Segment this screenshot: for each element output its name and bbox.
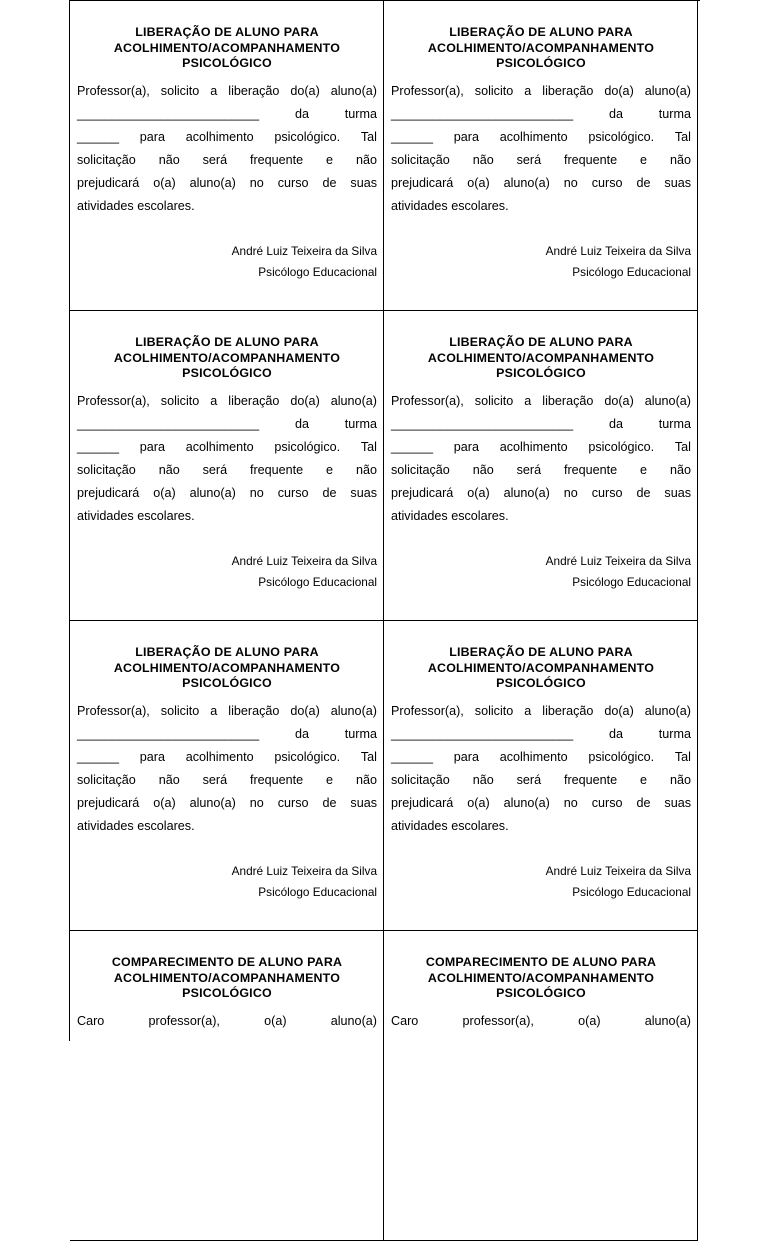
- body-word: professor(a),: [462, 1013, 534, 1028]
- body-word: não: [669, 772, 691, 787]
- card-title: [391, 955, 691, 1002]
- body-word: atividades escolares.: [77, 818, 195, 833]
- body-line: [391, 723, 691, 746]
- body-line: [77, 172, 377, 195]
- form-card: [384, 931, 698, 1241]
- body-word: curso: [591, 795, 623, 810]
- body-word: a: [210, 393, 218, 408]
- card-title: [77, 645, 377, 692]
- body-word: solicito: [474, 83, 514, 98]
- body-word: para: [139, 749, 165, 764]
- signature-role: Psicólogo Educacional: [572, 575, 691, 589]
- body-word: da: [294, 416, 309, 431]
- body-word: liberação: [228, 83, 280, 98]
- body-word: psicológico.: [274, 129, 341, 144]
- body-word: ______: [77, 439, 120, 454]
- body-word: de: [322, 485, 337, 500]
- card-body: [77, 80, 377, 218]
- body-word: professor(a),: [148, 1013, 220, 1028]
- body-word: a: [210, 83, 218, 98]
- card-body: [391, 1010, 691, 1033]
- body-line: [391, 792, 691, 815]
- signature-role: Psicólogo Educacional: [572, 265, 691, 279]
- body-word: ______: [391, 129, 434, 144]
- body-word: aluno(a): [644, 703, 691, 718]
- body-word: acolhimento: [499, 129, 568, 144]
- body-word: do(a): [290, 393, 320, 408]
- body-word: curso: [277, 795, 309, 810]
- body-word: e: [326, 152, 334, 167]
- body-word: aluno(a): [503, 485, 550, 500]
- body-word: e: [326, 772, 334, 787]
- card-title-line: LIBERAÇÃO DE ALUNO PARA: [449, 335, 633, 349]
- body-word: __________________________: [391, 106, 574, 121]
- body-word: prejudicará: [77, 795, 140, 810]
- card-title-line: PSICOLÓGICO: [182, 986, 272, 1000]
- body-word: a: [210, 703, 218, 718]
- body-word: o(a): [153, 175, 176, 190]
- body-word: __________________________: [77, 726, 260, 741]
- card-title-line: PSICOLÓGICO: [496, 366, 586, 380]
- body-word: turma: [344, 106, 377, 121]
- body-word: frequente: [563, 462, 618, 477]
- body-word: será: [516, 772, 542, 787]
- body-word: suas: [350, 175, 377, 190]
- body-word: curso: [591, 485, 623, 500]
- body-word: de: [636, 485, 651, 500]
- body-word: acolhimento: [499, 749, 568, 764]
- body-word: frequente: [563, 772, 618, 787]
- card-title-line: LIBERAÇÃO DE ALUNO PARA: [449, 645, 633, 659]
- body-word: será: [202, 152, 228, 167]
- card-body: [77, 390, 377, 528]
- body-word: do(a): [604, 83, 634, 98]
- form-card: [70, 311, 384, 621]
- body-word: não: [669, 462, 691, 477]
- body-word: não: [472, 772, 494, 787]
- body-word: Professor(a),: [391, 393, 464, 408]
- card-title-line: ACOLHIMENTO/ACOMPANHAMENTO: [427, 660, 655, 675]
- body-line: [77, 769, 377, 792]
- form-card: [70, 1, 384, 311]
- signature-name: André Luiz Teixeira da Silva: [231, 244, 377, 258]
- body-word: e: [640, 152, 648, 167]
- body-word: Caro: [77, 1013, 105, 1028]
- card-title: [391, 25, 691, 72]
- body-word: turma: [658, 726, 691, 741]
- card-body: [391, 80, 691, 218]
- body-word: Professor(a),: [391, 83, 464, 98]
- card-title-line: LIBERAÇÃO DE ALUNO PARA: [135, 335, 319, 349]
- card-title-line: PSICOLÓGICO: [496, 676, 586, 690]
- body-word: e: [640, 462, 648, 477]
- card-title-line: COMPARECIMENTO DE ALUNO PARA: [111, 955, 343, 969]
- card-body: [391, 700, 691, 838]
- body-word: turma: [658, 106, 691, 121]
- signature-name: André Luiz Teixeira da Silva: [545, 244, 691, 258]
- body-word: o(a): [467, 795, 490, 810]
- card-title-line: ACOLHIMENTO/ACOMPANHAMENTO: [427, 40, 655, 55]
- body-word: não: [158, 152, 180, 167]
- body-word: da: [294, 726, 309, 741]
- body-word: acolhimento: [185, 749, 254, 764]
- body-word: liberação: [542, 83, 594, 98]
- body-word: aluno(a): [644, 1013, 691, 1028]
- body-word: no: [563, 175, 578, 190]
- body-line: [391, 172, 691, 195]
- body-line: [77, 700, 377, 723]
- signature-block: [232, 241, 377, 283]
- body-line: [77, 1010, 377, 1033]
- card-title: [391, 645, 691, 692]
- body-word: aluno(a): [189, 485, 236, 500]
- body-word: da: [294, 106, 309, 121]
- signature-name: André Luiz Teixeira da Silva: [231, 554, 377, 568]
- body-word: aluno(a): [644, 393, 691, 408]
- body-word: Tal: [674, 749, 691, 764]
- form-card: [384, 621, 698, 931]
- body-word: não: [669, 152, 691, 167]
- body-word: prejudicará: [77, 175, 140, 190]
- signature-name: André Luiz Teixeira da Silva: [545, 864, 691, 878]
- body-word: solicitação: [77, 462, 136, 477]
- body-word: atividades escolares.: [77, 508, 195, 523]
- body-word: turma: [344, 726, 377, 741]
- body-word: acolhimento: [499, 439, 568, 454]
- body-word: no: [249, 485, 264, 500]
- card-title-line: LIBERAÇÃO DE ALUNO PARA: [135, 25, 319, 39]
- body-word: psicológico.: [588, 129, 655, 144]
- body-word: da: [608, 106, 623, 121]
- body-line: [391, 505, 691, 528]
- body-line: [77, 436, 377, 459]
- body-word: não: [355, 772, 377, 787]
- body-word: solicitação: [77, 772, 136, 787]
- body-word: atividades escolares.: [391, 818, 509, 833]
- body-line: [77, 459, 377, 482]
- body-word: solicitação: [391, 772, 450, 787]
- card-title-line: PSICOLÓGICO: [182, 56, 272, 70]
- body-word: prejudicará: [391, 485, 454, 500]
- body-line: [391, 459, 691, 482]
- body-line: [391, 482, 691, 505]
- body-line: [391, 390, 691, 413]
- body-word: Professor(a),: [77, 393, 150, 408]
- form-card: [70, 621, 384, 931]
- signature-name: André Luiz Teixeira da Silva: [545, 554, 691, 568]
- body-word: o(a): [467, 175, 490, 190]
- body-word: para: [139, 439, 165, 454]
- body-line: [391, 413, 691, 436]
- body-word: turma: [658, 416, 691, 431]
- card-title-line: LIBERAÇÃO DE ALUNO PARA: [449, 25, 633, 39]
- body-word: será: [202, 462, 228, 477]
- body-word: será: [516, 462, 542, 477]
- body-line: [77, 195, 377, 218]
- body-word: do(a): [290, 703, 320, 718]
- body-word: __________________________: [77, 106, 260, 121]
- body-word: do(a): [604, 393, 634, 408]
- body-word: curso: [277, 175, 309, 190]
- card-title-line: ACOLHIMENTO/ACOMPANHAMENTO: [113, 40, 341, 55]
- body-line: [391, 815, 691, 838]
- body-word: e: [326, 462, 334, 477]
- card-title: [391, 335, 691, 382]
- body-word: solicitação: [391, 152, 450, 167]
- body-word: o(a): [467, 485, 490, 500]
- body-word: psicológico.: [274, 749, 341, 764]
- card-body: [77, 700, 377, 838]
- body-word: ______: [77, 129, 120, 144]
- body-word: psicológico.: [588, 749, 655, 764]
- body-word: aluno(a): [503, 795, 550, 810]
- body-word: Tal: [674, 129, 691, 144]
- body-word: da: [608, 416, 623, 431]
- body-word: frequente: [249, 772, 304, 787]
- card-title: [77, 335, 377, 382]
- body-line: [391, 746, 691, 769]
- body-line: [77, 482, 377, 505]
- body-word: liberação: [228, 393, 280, 408]
- signature-role: Psicólogo Educacional: [572, 885, 691, 899]
- card-body: [391, 390, 691, 528]
- body-word: frequente: [563, 152, 618, 167]
- body-word: curso: [277, 485, 309, 500]
- body-word: o(a): [264, 1013, 287, 1028]
- body-word: atividades escolares.: [391, 508, 509, 523]
- signature-block: [232, 861, 377, 903]
- body-line: [391, 195, 691, 218]
- body-line: [77, 126, 377, 149]
- body-word: solicitação: [391, 462, 450, 477]
- body-word: Professor(a),: [391, 703, 464, 718]
- card-title-line: COMPARECIMENTO DE ALUNO PARA: [425, 955, 657, 969]
- body-word: suas: [664, 485, 691, 500]
- body-word: atividades escolares.: [391, 198, 509, 213]
- signature-name: André Luiz Teixeira da Silva: [231, 864, 377, 878]
- body-line: [391, 103, 691, 126]
- body-word: para: [453, 439, 479, 454]
- body-word: liberação: [542, 393, 594, 408]
- body-line: [77, 792, 377, 815]
- body-line: [77, 413, 377, 436]
- body-word: será: [516, 152, 542, 167]
- body-word: de: [636, 175, 651, 190]
- body-line: [391, 700, 691, 723]
- body-word: solicito: [474, 703, 514, 718]
- signature-block: [546, 241, 691, 283]
- signature-role: Psicólogo Educacional: [258, 885, 377, 899]
- body-line: [77, 80, 377, 103]
- body-word: não: [355, 462, 377, 477]
- body-word: a: [524, 83, 532, 98]
- body-line: [77, 815, 377, 838]
- body-word: do(a): [604, 703, 634, 718]
- body-word: a: [524, 703, 532, 718]
- signature-role: Psicólogo Educacional: [258, 265, 377, 279]
- body-word: aluno(a): [330, 393, 377, 408]
- body-line: [391, 80, 691, 103]
- body-word: Professor(a),: [77, 83, 150, 98]
- body-word: turma: [344, 416, 377, 431]
- body-word: de: [322, 175, 337, 190]
- body-word: atividades escolares.: [77, 198, 195, 213]
- body-word: __________________________: [391, 726, 574, 741]
- body-word: no: [249, 795, 264, 810]
- body-line: [77, 505, 377, 528]
- card-title-line: ACOLHIMENTO/ACOMPANHAMENTO: [427, 970, 655, 985]
- card-body: [77, 1010, 377, 1033]
- body-line: [77, 746, 377, 769]
- body-word: aluno(a): [644, 83, 691, 98]
- body-word: não: [158, 462, 180, 477]
- body-line: [391, 436, 691, 459]
- card-title-line: PSICOLÓGICO: [496, 986, 586, 1000]
- body-line: [77, 103, 377, 126]
- body-line: [391, 1010, 691, 1033]
- body-word: prejudicará: [391, 795, 454, 810]
- body-word: prejudicará: [77, 485, 140, 500]
- body-word: Tal: [360, 439, 377, 454]
- body-word: solicito: [474, 393, 514, 408]
- signature-block: [232, 551, 377, 593]
- body-word: não: [158, 772, 180, 787]
- body-word: o(a): [153, 795, 176, 810]
- body-word: solicito: [160, 393, 200, 408]
- card-title: [77, 25, 377, 72]
- card-title-line: ACOLHIMENTO/ACOMPANHAMENTO: [113, 660, 341, 675]
- body-line: [77, 390, 377, 413]
- card-title-line: ACOLHIMENTO/ACOMPANHAMENTO: [113, 970, 341, 985]
- body-word: suas: [350, 485, 377, 500]
- body-word: __________________________: [391, 416, 574, 431]
- body-word: para: [453, 749, 479, 764]
- body-word: ______: [77, 749, 120, 764]
- body-word: suas: [350, 795, 377, 810]
- body-word: solicito: [160, 703, 200, 718]
- card-title-line: PSICOLÓGICO: [496, 56, 586, 70]
- body-word: aluno(a): [189, 795, 236, 810]
- card-title-line: ACOLHIMENTO/ACOMPANHAMENTO: [113, 350, 341, 365]
- body-word: liberação: [228, 703, 280, 718]
- signature-role: Psicólogo Educacional: [258, 575, 377, 589]
- body-word: __________________________: [77, 416, 260, 431]
- body-line: [391, 126, 691, 149]
- body-word: e: [640, 772, 648, 787]
- body-word: do(a): [290, 83, 320, 98]
- body-word: ______: [391, 439, 434, 454]
- body-word: suas: [664, 795, 691, 810]
- card-title-line: PSICOLÓGICO: [182, 676, 272, 690]
- body-word: da: [608, 726, 623, 741]
- body-word: será: [202, 772, 228, 787]
- body-word: o(a): [578, 1013, 601, 1028]
- form-card: [384, 311, 698, 621]
- body-word: de: [636, 795, 651, 810]
- body-word: psicológico.: [274, 439, 341, 454]
- body-word: ______: [391, 749, 434, 764]
- body-word: Tal: [360, 749, 377, 764]
- body-word: frequente: [249, 152, 304, 167]
- body-word: acolhimento: [185, 129, 254, 144]
- body-word: psicológico.: [588, 439, 655, 454]
- body-word: Tal: [674, 439, 691, 454]
- body-word: para: [453, 129, 479, 144]
- body-word: não: [355, 152, 377, 167]
- body-word: Tal: [360, 129, 377, 144]
- body-word: para: [139, 129, 165, 144]
- body-line: [391, 149, 691, 172]
- card-title-line: LIBERAÇÃO DE ALUNO PARA: [135, 645, 319, 659]
- body-word: o(a): [153, 485, 176, 500]
- signature-block: [546, 551, 691, 593]
- body-word: frequente: [249, 462, 304, 477]
- body-word: Professor(a),: [77, 703, 150, 718]
- card-title-line: PSICOLÓGICO: [182, 366, 272, 380]
- signature-block: [546, 861, 691, 903]
- body-word: aluno(a): [330, 703, 377, 718]
- body-word: aluno(a): [189, 175, 236, 190]
- body-word: de: [322, 795, 337, 810]
- body-word: aluno(a): [330, 1013, 377, 1028]
- body-word: solicito: [160, 83, 200, 98]
- form-sheet: [69, 0, 700, 1041]
- body-word: no: [563, 795, 578, 810]
- body-word: aluno(a): [503, 175, 550, 190]
- body-line: [77, 149, 377, 172]
- body-word: a: [524, 393, 532, 408]
- body-word: solicitação: [77, 152, 136, 167]
- body-word: liberação: [542, 703, 594, 718]
- body-word: aluno(a): [330, 83, 377, 98]
- card-title: [77, 955, 377, 1002]
- form-card: [70, 931, 384, 1241]
- body-word: no: [563, 485, 578, 500]
- body-word: não: [472, 152, 494, 167]
- body-word: suas: [664, 175, 691, 190]
- body-word: não: [472, 462, 494, 477]
- body-word: Caro: [391, 1013, 419, 1028]
- body-word: curso: [591, 175, 623, 190]
- form-card: [384, 1, 698, 311]
- body-line: [77, 723, 377, 746]
- body-word: prejudicará: [391, 175, 454, 190]
- card-title-line: ACOLHIMENTO/ACOMPANHAMENTO: [427, 350, 655, 365]
- body-word: acolhimento: [185, 439, 254, 454]
- body-line: [391, 769, 691, 792]
- body-word: no: [249, 175, 264, 190]
